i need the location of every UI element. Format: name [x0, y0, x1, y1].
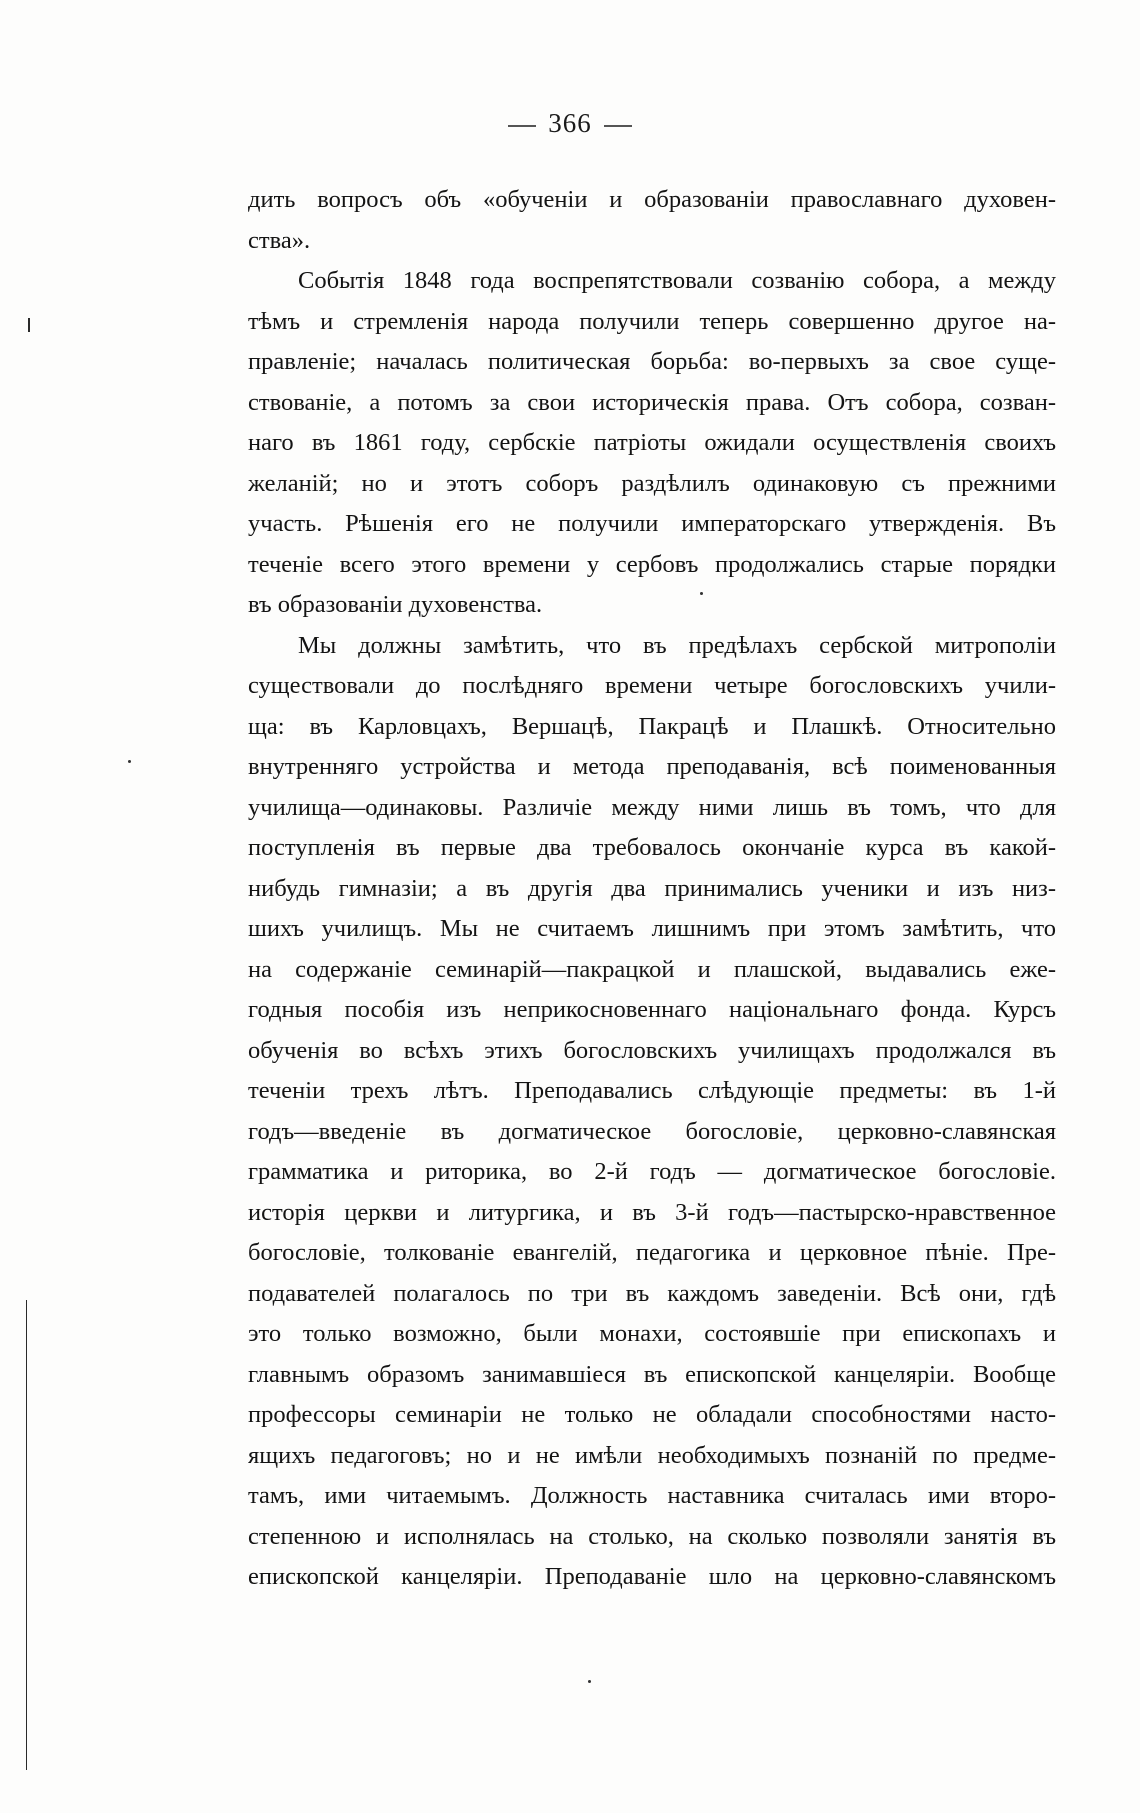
text-line: теченіи трехъ лѣтъ. Преподавались слѣдующіе предметы: въ 1-й	[248, 1077, 1056, 1104]
text-line: тамъ, ими читаемымъ. Должность наставника считалась ими второ-	[248, 1482, 1056, 1509]
text-line: теченіе всего этого времени у сербовъ продолжались старые порядки	[248, 550, 1056, 578]
text-line: внутренняго устройства и метода преподаванія, всѣ поименованныя	[248, 753, 1056, 780]
text-line: епископской канцеляріи. Преподаваніе шло на церковно-славянскомъ	[248, 1563, 1056, 1590]
text-line: ящихъ педагоговъ; но и не имѣли необходимыхъ познаній по предме-	[248, 1441, 1056, 1469]
text-line: ствованіе, а потомъ за свои историческія права. Отъ собора, созван-	[248, 388, 1056, 416]
text-line: на содержаніе семинарій—пакрацкой и плашской, выдавались еже-	[248, 955, 1056, 983]
text-line: нибудь гимназіи; а въ другія два принимались ученики и изъ низ-	[248, 874, 1056, 902]
text-line: тѣмъ и стремленія народа получили теперь совершенно другое на-	[248, 307, 1056, 335]
text-line: поступленія въ первые два требовалось окончаніе курса въ какой-	[248, 834, 1056, 861]
text-line: годныя пособія изъ неприкосновеннаго національнаго фонда. Курсъ	[248, 996, 1056, 1023]
text-line: правленіе; началась политическая борьба: во-первыхъ за свое суще-	[248, 348, 1056, 375]
text-line: это только возможно, были монахи, состоявшіе при епископахъ и	[248, 1320, 1056, 1347]
page-number-left-rule	[508, 125, 536, 127]
text-line: наго въ 1861 году, сербскіе патріоты ожидали осуществленія своихъ	[248, 429, 1056, 456]
body-text	[248, 180, 1056, 1598]
text-line: подавателей полагалось по три въ каждомъ заведеніи. Всѣ они, гдѣ	[248, 1279, 1056, 1307]
text-line: Событія 1848 года воспрепятствовали созванію собора, а между	[298, 267, 1056, 294]
text-line: въ образованіи духовенства.	[248, 591, 543, 618]
paragraph-1	[248, 180, 1056, 261]
text-line: исторія церкви и литургика, и въ 3-й годъ—пастырско-нравственное	[248, 1198, 1056, 1226]
text-line: существовали до послѣдняго времени четыре богословскихъ учили-	[248, 672, 1056, 699]
page-number-text: 366	[548, 108, 592, 138]
text-line: ща: въ Карловцахъ, Вершацѣ, Пакрацѣ и Плашкѣ. Относительно	[248, 712, 1056, 740]
text-line: обученія во всѣхъ этихъ богословскихъ училищахъ продолжался въ	[248, 1036, 1056, 1064]
page-number-right-rule	[604, 125, 632, 127]
text-line: годъ—введеніе въ догматическое богословіе, церковно-славянская	[248, 1117, 1056, 1145]
text-line: профессоры семинаріи не только не обладали способностями насто-	[248, 1401, 1056, 1428]
page-number	[0, 108, 1140, 139]
text-line: ства».	[248, 226, 311, 254]
text-line: богословіе, толкованіе евангелій, педагогика и церковное пѣніе. Пре-	[248, 1239, 1056, 1266]
paragraph-2	[248, 261, 1056, 626]
text-line: желаній; но и этотъ соборъ раздѣлилъ одинаковую съ прежними	[248, 469, 1056, 497]
text-line: шихъ училищъ. Мы не считаемъ лишнимъ при этомъ замѣтить, что	[248, 915, 1056, 942]
paper-speck	[588, 1680, 591, 1683]
margin-rule-mark	[26, 1300, 27, 1770]
text-line: участь. Рѣшенія его не получили императорскаго утвержденія. Въ	[248, 510, 1056, 537]
text-line: Мы должны замѣтить, что въ предѣлахъ сербской митрополіи	[298, 631, 1056, 659]
paper-speck	[128, 760, 131, 763]
text-line: дить вопросъ объ «обученіи и образованіи православнаго духовен-	[248, 186, 1056, 213]
text-line: главнымъ образомъ занимавшіеся въ епископской канцеляріи. Вообще	[248, 1360, 1056, 1388]
paragraph-3	[248, 626, 1056, 1598]
text-line: училища—одинаковы. Различіе между ними лишь въ томъ, что для	[248, 793, 1056, 821]
margin-tick-mark	[28, 318, 30, 332]
text-line: степенною и исполнялась на столько, на сколько позволяли занятія въ	[248, 1522, 1056, 1550]
text-line: грамматика и риторика, во 2-й годъ — догматическое богословіе.	[248, 1158, 1056, 1185]
